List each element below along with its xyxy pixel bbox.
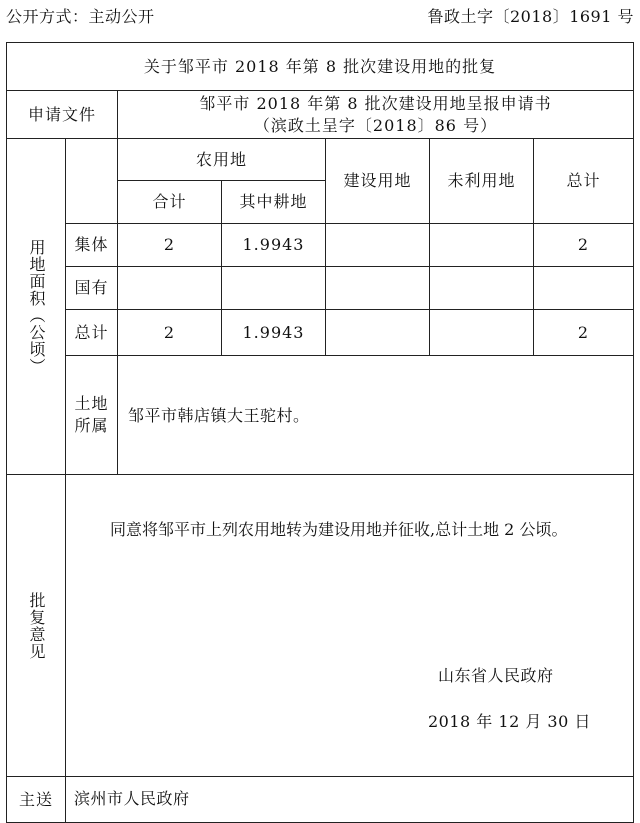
- cell-total: 2: [577, 322, 590, 342]
- cell-cultivated: 1.9943: [242, 235, 305, 254]
- ownership-label: 土地 所属: [74, 394, 109, 435]
- row-label: 总计: [74, 322, 109, 342]
- cell-unused: [430, 310, 533, 355]
- application-document: [118, 91, 633, 138]
- ownership-value: 邹平市韩店镇大王驼村。: [128, 406, 310, 425]
- col-unused: 未利用地: [447, 171, 516, 190]
- application-label: 申请文件: [27, 104, 96, 124]
- cell-total: [534, 267, 633, 309]
- cell-total: 2: [577, 235, 590, 254]
- cell-unused: [430, 267, 533, 309]
- col-construction: 建设用地: [343, 171, 412, 190]
- cell-cultivated: 1.9943: [242, 322, 305, 342]
- row-label: 集体: [74, 235, 109, 254]
- col-farmland-total: 合计: [152, 192, 187, 211]
- cell-unused: [430, 224, 533, 266]
- cell-construction: [326, 267, 429, 309]
- col-farmland-cultivated: 其中耕地: [239, 192, 308, 211]
- cell-cultivated: [222, 267, 325, 309]
- cell-farmland-total: 2: [163, 322, 176, 342]
- approval-text: 同意将邹平市上列农用地转为建设用地并征收,总计土地 2 公顷。: [110, 520, 568, 539]
- document-number: 鲁政土字〔2018〕1691 号: [427, 7, 634, 26]
- approval-authority: 山东省人民政府: [438, 666, 554, 685]
- document-title: 关于邹平市 2018 年第 8 批次建设用地的批复: [143, 56, 497, 76]
- row-label: 国有: [74, 278, 109, 297]
- cell-farmland-total: [118, 267, 221, 309]
- disclosure-method: 公开方式：主动公开: [6, 7, 155, 26]
- approval-date: 2018 年 12 月 30 日: [428, 712, 591, 731]
- recipient-label: 主送: [18, 789, 53, 809]
- col-farmland: 农用地: [195, 149, 247, 169]
- col-total: 总计: [566, 171, 601, 190]
- area-side-label: 用地面积（公顷）: [27, 238, 46, 375]
- recipient-value: 滨州市人民政府: [74, 789, 190, 808]
- cell-farmland-total: 2: [163, 235, 176, 254]
- cell-construction: [326, 310, 429, 355]
- cell-construction: [326, 224, 429, 266]
- approval-label: 批复意见: [27, 591, 46, 660]
- application-doc-ref: （滨政土呈字〔2018〕86 号）: [253, 115, 498, 135]
- application-doc-title: 邹平市 2018 年第 8 批次建设用地呈报申请书: [199, 93, 552, 113]
